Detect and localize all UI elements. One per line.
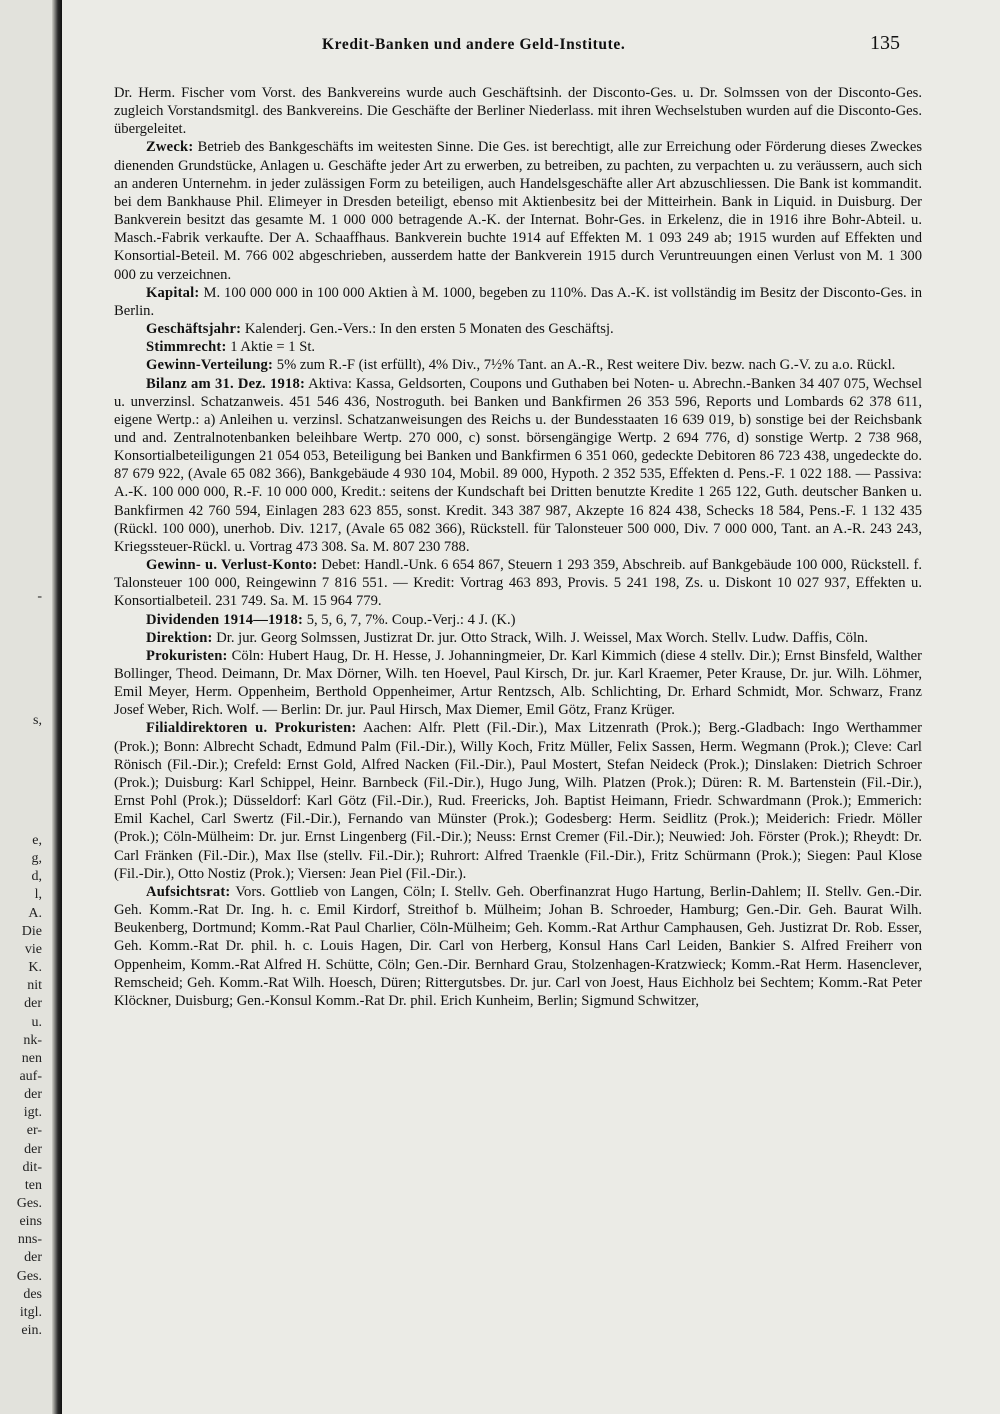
margin-fragment: Die [21,923,42,939]
margin-fragment: nen [21,1050,42,1066]
paragraph-prokuristen [114,647,922,720]
paragraph-text: Aktiva: Kassa, Geldsorten, Coupons und Guthaben bei Noten- u. Abrechn.-Banken 34 407 075, Wechsel u. unverzinsl. Schatzanweis. 451 546 436, Nostroguth. bei Banken und Bankfirmen 26 353 596, Reports und Lombards 62 378 611, eigene Wertp.: a) Anleihen u. verzinsl. Schatzanweisungen des Reichs u. der Bundesstaaten 16 639 019, b) sonstige bei der Reichsbank und and. Zentralnotenbanken beleihbare Wertp. 270 000, c) sonst. börsengängige Wertp. 2 694 776, d) sonstige Wertp. 2 738 968, Konsortialbeteiligungen 21 054 053, Beteiligung bei Banken und Bankfirmen 6 351 060, gedeckte Debitoren 86 723 438, ungedeckte do. 87 679 922, (Avale 65 082 366), Bankgebäude 4 930 104, Mobil. 89 000, Hypoth. 2 352 535, Effekten d. Pens.-F. 1 022 188. — Passiva: A.-K. 100 000 000, R.-F. 10 000 000, Kredit.: seitens der Kundschaft bei Dritten benutzte Kredite 1 265 122, Guth. deutscher Banken u. Bankfirmen 42 760 594, Einlagen 283 623 855, sonst. Kredit. 343 387 987, Akzepte 16 824 438, Schecks 18 584, Pens.-F. 1 132 435 (Rückl. 100 000), unerhob. Div. 1217, (Avale 65 082 366), Rückstell. für Talonsteuer 500 000, Div. 7 000 000, Tant. an A.-R. 243 243, Kriegssteuer-Rückl. u. Vortrag 473 308. Sa. M. 807 230 788. [114,375,922,555]
document-page [62,0,1000,1414]
paragraph-label: Prokuristen: [146,647,228,664]
margin-fragment: itgl. [19,1304,42,1320]
paragraph-text: Kalenderj. Gen.-Vers.: In den ersten 5 Monaten des Geschäftsj. [244,321,614,338]
paragraph-text: Cöln: Hubert Haug, Dr. H. Hesse, J. Johanningmeier, Dr. Karl Kimmich (diese 4 stellv. Dir.); Ernst Binsfeld, Walther Bollinger, Theod. Deimann, Dr. Max Dörner, Wilh. ten Hoevel, Paul Kirsch, Dr. jur. Karl Kraemer, Peter Krause, Dr. jur. Wilh. Löhmer, Emil Meyer, Herm. Oppenheim, Berthold Oppenheimer, Artur Rentzsch, Alb. Schlichting, Dr. Erhard Schmidt, Mor. Schwarz, Franz Josef Weber, Rich. Wolf. — Berlin: Dr. jur. Paul Hirsch, Max Diemer, Emil Götz, Franz Krüger. [114,647,923,719]
margin-fragment: nns- [17,1232,42,1248]
margin-fragment: er- [26,1123,42,1139]
margin-fragment: der [24,1087,42,1103]
margin-fragment: nit [27,978,42,994]
margin-fragment: A. [28,905,42,921]
running-header [62,32,1000,60]
margin-fragment: des [23,1286,42,1302]
paragraph-text: Dr. jur. Georg Solmssen, Justizrat Dr. jur. Otto Strack, Wilh. J. Weissel, Max Worch. Stellv. Ludw. Daffis, Cöln. [216,629,868,646]
paragraph-text: M. 100 000 000 in 100 000 Aktien à M. 1000, begeben zu 110%. Das A.-K. ist vollständig im Besitz der Disconto-Ges. in Berlin. [114,284,922,319]
paragraph-label: Direktion: [146,629,213,646]
binding-edge [52,0,62,1414]
paragraph-label: Stimmrecht: [146,339,227,356]
margin-fragment: auf- [19,1068,42,1084]
paragraph-text: Aachen: Alfr. Plett (Fil.-Dir.), Max Litzenrath (Prok.); Berg.-Gladbach: Ingo Werthammer (Prok.); Bonn: Albrecht Schadt, Edmund Palm (Fil.-Dir.), Willy Koch, Fritz Müller, Felix Sassen, Herm. Wegmann (Prok.); Cleve: Carl Rönisch (Fil.-Dir.); Crefeld: Ernst Gold, Alfred Nacken (Fil.-Dir.), Paul Mostert, Stefan Neideck (Prok.); Dinslaken: Dietrich Schroer (Prok.); Duisburg: Karl Schippel, Heinr. Barnbeck (Fil.-Dir.), Hugo Jung, Wilh. Platzen (Prok.); Düren: R. M. Bartenstein (Fil.-Dir.), Ernst Pohl (Prok.); Düsseldorf: Karl Götz (Fil.-Dir.), Rud. Freericks, Joh. Baptist Heimann, Friedr. Schwardmann (Prok.); Emmerich: Emil Kachel, Carl Swertz (Fil.-Dir.), Fernando van Münster (Prok.); Godesberg: Herm. Seidlitz (Prok.); Meiderich: Friedr. Möller (Prok.); Cöln-Mülheim: Dr. jur. Ernst Lingenberg (Fil.-Dir.); Neuss: Ernst Cremer (Fil.-Dir.); Neuwied: Joh. Förster (Prok.); Rheydt: Dr. Carl Fränken (Fil.-Dir.), Max Ilse (stellv. Fil.-Dir.); Ruhrort: Alfred Traenkle (Fil.-Dir.), Fritz Schürmann (Prok.); Siegen: Paul Klose (Fil.-Dir.), Otto Nostiz (Prok.); Viersen: Jean Piel (Fil.-Dir.). [114,720,922,882]
paragraph-aufsichtsrat [114,883,922,1010]
paragraph-label: Kapital: [146,284,200,301]
paragraph-geschaeftsjahr [114,320,922,338]
margin-fragment: s, [33,713,42,728]
paragraph-label: Gewinn-Verteilung: [146,357,274,374]
paragraph-label: Geschäftsjahr: [146,321,242,338]
document-body [114,84,922,1010]
paragraph-text: Betrieb des Bankgeschäfts im weitesten Sinne. Die Ges. ist berechtigt, alle zur Erreichung oder Förderung dieses Zweckes dienenden Grundstücke, Anlagen u. Geschäfte jeder Art zu erwerben, zu betreiben, zu pachten, zu verpachten u. zu veräussern, auch sich an anderen Unternehm. in jeder zulässigen Form zu beteiligen, auch Handelsgeschäfte aller Art abzuschliessen. Die Bank ist kommandit. bei dem Bankhause Phil. Elimeyer in Dresden beteiligt, ebenso mit Aktienbesitz bei der Mitteirhein. Bank in Liquid. in Duisburg. Der Bankverein besitzt das gesamte M. 1 000 000 betragende A.-K. der Internat. Bohr-Ges. in Erkelenz, die in 1916 ihre Bohr-Abteil. u. Masch.-Fabrik verkaufte. Der A. Schaaffhaus. Bankverein buchte 1914 auf Effekten M. 1 093 249 ab; 1915 wurden auf Effekten und Konsortial-Beteil. M. 766 002 abgeschrieben, ausserdem hatte der Bankverein 1915 durch Veruntreuungen einen Verlust von M. 1 300 000 zu verzeichnen. [114,139,922,283]
paragraph-text: Debet: Handl.-Unk. 6 654 867, Steuern 1 293 359, Abschreib. auf Bankgebäude 100 000, Rückstell. f. Talonsteuer 100 000, Reingewinn 7 816 551. — Kredit: Vortrag 463 893, Provis. 5 241 198, Zs. u. Diskont 10 027 937, Effekten u. Konsortialbeteil. 231 749. Sa. M. 15 964 779. [114,557,922,610]
paragraph-text: 1 Aktie = 1 St. [230,339,316,356]
paragraph-label: Zweck: [146,139,194,156]
paragraph-zweck [114,138,922,283]
paragraph-direktion [114,629,922,647]
margin-fragment: ein. [21,1323,42,1339]
margin-fragment: eins [19,1214,42,1230]
paragraph-text: Dr. Herm. Fischer vom Vorst. des Bankvereins wurde auch Geschäftsinh. der Disconto-Ges. u. Dr. Solmssen von der Disconto-Ges. zugleich Vorstandsmitgl. des Bankvereins. Die Geschäfte der Berliner Niederlass. mit ihren Wechselstuben wurden auf die Disconto-Ges. übergeleitet. [114,85,922,138]
paragraph-stimmrecht [114,338,922,356]
left-margin-strip [0,0,62,1414]
margin-fragment: K. [28,960,42,976]
margin-fragment: igt. [23,1105,42,1121]
paragraph-intro [114,84,922,138]
paragraph-text: 5, 5, 6, 7, 7%. Coup.-Verj.: 4 J. (K.) [306,611,516,628]
paragraph-label: Filialdirektoren u. Prokuristen: [146,720,357,737]
margin-fragment: der [24,1141,42,1157]
margin-fragment: u. [31,1014,42,1030]
paragraph-label: Bilanz am 31. Dez. 1918: [146,375,306,392]
paragraph-text: 5% zum R.-F (ist erfüllt), 4% Div., 7½% Tant. an A.-R., Rest weitere Div. bezw. nach G.-V. zu a.o. Rückl. [276,357,896,374]
margin-fragment: der [24,996,42,1012]
page-number: 135 [870,32,900,54]
paragraph-gewinn-verteilung [114,356,922,374]
margin-fragment: dit- [22,1159,42,1175]
margin-fragment: g, [31,851,42,867]
paragraph-bilanz [114,375,922,557]
paragraph-label: Gewinn- u. Verlust-Konto: [146,557,318,574]
paragraph-gewinn-verlust [114,556,922,610]
margin-fragment: nk- [23,1032,42,1048]
margin-fragment: d, [31,869,42,885]
paragraph-kapital [114,284,922,320]
margin-fragment: Ges. [16,1196,42,1211]
margin-fragment: l, [34,887,42,903]
paragraph-dividenden [114,611,922,629]
margin-fragment: e, [32,833,42,848]
margin-fragment: der [24,1250,42,1266]
margin-fragment: ten [24,1177,42,1193]
paragraph-text: Vors. Gottlieb von Langen, Cöln; I. Stellv. Geh. Oberfinanzrat Hugo Hartung, Berlin-Dahlem; II. Stellv. Gen.-Dir. Geh. Komm.-Rat Dr. Ing. h. c. Emil Kirdorf, Streithof b. Mülheim; Johan B. Schroeder, Hamburg; Gen.-Dir. Geh. Baurat Wilh. Beukenberg, Dortmund; Komm.-Rat Paul Charlier, Cöln-Mülheim; Geh. Komm.-Rat Arthur Camphausen, Geh. Justizrat Dr. Rob. Esser, Geh. Komm.-Rat Dr. phil. h. c. Louis Hagen, Dir. Carl von Herberg, Konsul Hans Carl Leiden, Bankier S. Alfred Freiherr von Oppenheim, Komm.-Rat Alfred H. Schütte, Cöln; Gen.-Dir. Bernhard Grau, Stolzenhagen-Kratzwieck; Komm.-Rat Herm. Hasenclever, Remscheid; Geh. Komm.-Rat Wilh. Hoesch, Düren; Rittergutsbes. Dr. jur. Carl von Joest, Haus Eichholz bei Sechtem; Komm.-Rat Peter Klöckner, Duisburg; Gen.-Konsul Komm.-Rat Dr. phil. Erich Kunheim, Berlin; Sigmund Schwitzer, [114,883,922,1009]
margin-fragment: Ges. [16,1268,42,1284]
paragraph-label: Aufsichtsrat: [146,883,231,900]
margin-fragment: - [37,589,42,604]
margin-fragment: vie [24,941,42,957]
paragraph-label: Dividenden 1914—1918: [146,611,304,628]
paragraph-filialdirektoren [114,719,922,882]
running-title: Kredit-Banken und andere Geld-Institute. [322,36,626,53]
